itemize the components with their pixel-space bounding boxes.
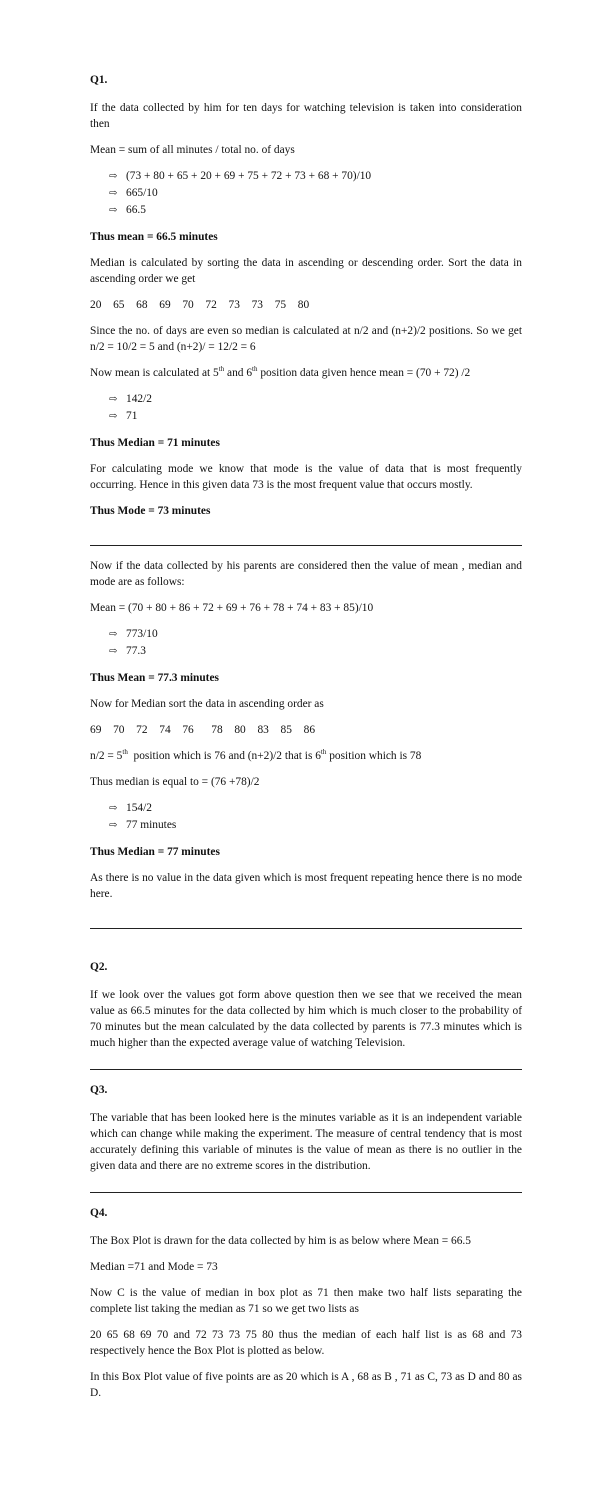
q1-positions-text: Since the no. of days are even so median is calculated at n/2 and (n+2)/2 positions. So we get n/2 = 10/2 = 5 and (n+2)/ = 12/2 = 6 bbox=[90, 325, 522, 353]
list-item: ⇨ 665/10 bbox=[109, 185, 522, 202]
parents-median-steps bbox=[90, 800, 522, 834]
q1-median-intro: Median is calculated by sorting the data in ascending or descending order. Sort the data in ascending order we get bbox=[90, 257, 522, 285]
q3-heading: Q3. bbox=[90, 1084, 108, 1096]
q1-mode-text: For calculating mode we know that mode is the value of data that is most frequently occurring. Hence in this given data 73 is the most frequent value that occurs mostly. bbox=[90, 463, 522, 491]
q1-mean-formula: Mean = sum of all minutes / total no. of days bbox=[90, 144, 295, 156]
parents-mean-formula: Mean = (70 + 80 + 86 + 72 + 69 + 76 + 78 + 74 + 83 + 85)/10 bbox=[90, 602, 374, 614]
parents-mean-steps bbox=[90, 626, 522, 660]
q1-sorted-data: 20 65 68 69 70 72 73 73 75 80 bbox=[90, 299, 310, 311]
right-arrow-icon: ⇨ bbox=[109, 803, 118, 814]
q2-text: If we look over the values got form above question then we see that we received the mean value as 66.5 minutes for the data collected by him which is much closer to the probability of 70 minutes but the mean calculated by the data collected by parents is 77.3 minutes which is much higher than the expected average value of watching Television. bbox=[90, 989, 522, 1049]
q4-line1: The Box Plot is drawn for the data collected by him is as below where Mean = 66.5 bbox=[90, 1235, 471, 1247]
list-item: ⇨ 77 minutes bbox=[109, 817, 522, 834]
q4-line5: In this Box Plot value of five points are as 20 which is A , 68 as B , 71 as C, 73 as D and 80 as D. bbox=[90, 1371, 522, 1399]
section-divider bbox=[90, 1192, 522, 1193]
q1-mean-steps bbox=[90, 168, 522, 219]
right-arrow-icon: ⇨ bbox=[109, 188, 118, 199]
right-arrow-icon: ⇨ bbox=[109, 205, 118, 216]
list-item: ⇨ 154/2 bbox=[109, 800, 522, 817]
q4-line2: Median =71 and Mode = 73 bbox=[90, 1261, 218, 1273]
parents-median-formula: Thus median is equal to = (76 +78)/2 bbox=[90, 776, 260, 788]
right-arrow-icon: ⇨ bbox=[109, 394, 118, 405]
right-arrow-icon: ⇨ bbox=[109, 820, 118, 831]
right-arrow-icon: ⇨ bbox=[109, 171, 118, 182]
list-item: ⇨ 142/2 bbox=[109, 391, 522, 408]
parents-mode-text: As there is no value in the data given which is most frequent repeating hence there is no mode here. bbox=[90, 872, 522, 900]
right-arrow-icon: ⇨ bbox=[109, 646, 118, 657]
q4-heading: Q4. bbox=[90, 1207, 108, 1219]
q4-line3: Now C is the value of median in box plot as 71 then make two half lists separating the complete list taking the median as 71 so we get two lists as bbox=[90, 1287, 522, 1315]
parents-sorted-data: 69 70 72 74 76 78 80 83 85 86 bbox=[90, 724, 316, 736]
list-item: ⇨ 66.5 bbox=[109, 202, 522, 219]
parents-positions: n/2 = 5th position which is 76 and (n+2)/2 that is 6th position which is 78 bbox=[90, 748, 422, 762]
q2-heading: Q2. bbox=[90, 961, 108, 973]
list-item: ⇨ (73 + 80 + 65 + 20 + 69 + 75 + 72 + 73 + 68 + 70)/10 bbox=[109, 168, 522, 185]
parents-mean-result: Thus Mean = 77.3 minutes bbox=[90, 672, 219, 684]
parents-median-result: Thus Median = 77 minutes bbox=[90, 846, 220, 858]
section-divider bbox=[90, 1069, 522, 1070]
parents-intro: Now if the data collected by his parents are considered then the value of mean , median and mode are as follows: bbox=[90, 560, 522, 588]
q1-mean-result: Thus mean = 66.5 minutes bbox=[90, 231, 218, 243]
q1-median-calc: Now mean is calculated at 5th and 6th position data given hence mean = (70 + 72) /2 bbox=[90, 365, 471, 379]
section-divider bbox=[90, 545, 522, 546]
q3-text: The variable that has been looked here is the minutes variable as it is an independent variable which can change while making the experiment. The measure of central tendency that is most accurately defining this variable of minutes is the value of mean as there is no outlier in the given data and there are no extreme scores in the distribution. bbox=[90, 1112, 522, 1172]
right-arrow-icon: ⇨ bbox=[109, 411, 118, 422]
list-item: ⇨ 71 bbox=[109, 408, 522, 425]
list-item: ⇨ 77.3 bbox=[109, 643, 522, 660]
q4-line4: 20 65 68 69 70 and 72 73 73 75 80 thus the median of each half list is as 68 and 73 respectively hence the Box Plot is plotted as below. bbox=[90, 1329, 522, 1357]
q1-median-result: Thus Median = 71 minutes bbox=[90, 437, 220, 449]
right-arrow-icon: ⇨ bbox=[109, 629, 118, 640]
q1-mode-result: Thus Mode = 73 minutes bbox=[90, 505, 211, 517]
list-item: ⇨ 773/10 bbox=[109, 626, 522, 643]
section-divider bbox=[90, 928, 522, 929]
parents-median-intro: Now for Median sort the data in ascending order as bbox=[90, 698, 324, 710]
q1-intro: If the data collected by him for ten days for watching television is taken into consideration then bbox=[90, 102, 522, 130]
q1-median-steps bbox=[90, 391, 522, 425]
q1-heading: Q1. bbox=[90, 74, 108, 86]
